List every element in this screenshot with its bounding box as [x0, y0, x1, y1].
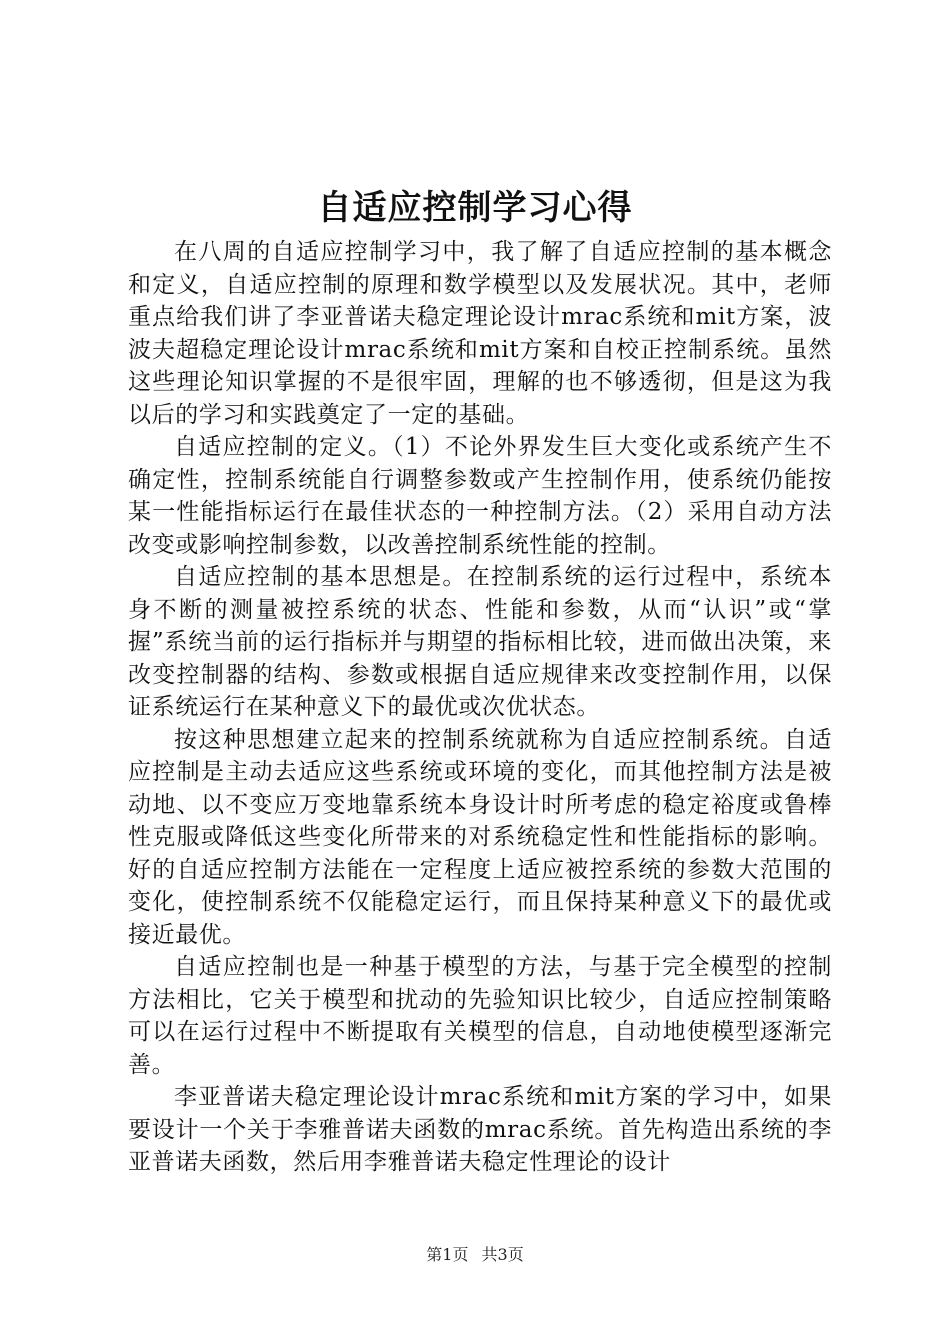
paragraph-3: 自适应控制的基本思想是。在控制系统的运行过程中，系统本身不断的测量被控系统的状态、性能和参数，从而“认识”或“掌握”系统当前的运行指标并与期望的指标相比较，进而做出决策，来改变控制器的结构、参数或根据自适应规律来改变控制作用，以保证系统运行在某种意义下的最优或次优状态。	[128, 564, 832, 720]
paragraph-1: 在八周的自适应控制学习中，我了解了自适应控制的基本概念和定义，自适应控制的原理和数学模型以及发展状况。其中，老师重点给我们讲了李亚普诺夫稳定理论设计mrac系统和mit方案，波波夫超稳定理论设计mrac系统和mit方案和自校正控制系统。虽然这些理论知识掌握的不是很牢固，理解的也不够透彻，但是这为我以后的学习和实践奠定了一定的基础。	[128, 239, 832, 428]
paragraph-6: 李亚普诺夫稳定理论设计mrac系统和mit方案的学习中，如果要设计一个关于李雅普诺夫函数的mrac系统。首先构造出系统的李亚普诺夫函数，然后用李雅普诺夫稳定性理论的设计	[128, 1084, 832, 1175]
paragraph-2: 自适应控制的定义。（1）不论外界发生巨大变化或系统产生不确定性，控制系统能自行调整参数或产生控制作用，使系统仍能按某一性能指标运行在最佳状态的一种控制方法。（2）采用自动方法改变或影响控制参数，以改善控制系统性能的控制。	[128, 434, 832, 558]
page-number: 第1页	[426, 1245, 469, 1264]
document-title: 自适应控制学习心得	[317, 188, 633, 228]
page-total: 共3页	[481, 1245, 524, 1264]
document-body	[128, 236, 832, 1179]
paragraph-4: 按这种思想建立起来的控制系统就称为自适应控制系统。自适应控制是主动去适应这些系统或环境的变化，而其他控制方法是被动地、以不变应万变地靠系统本身设计时所考虑的稳定裕度或鲁棒性克服或降低这些变化所带来的对系统稳定性和性能指标的影响。好的自适应控制方法能在一定程度上适应被控系统的参数大范围的变化，使控制系统不仅能稳定运行，而且保持某种意义下的最优或接近最优。	[128, 726, 832, 948]
paragraph-5: 自适应控制也是一种基于模型的方法，与基于完全模型的控制方法相比，它关于模型和扰动的先验知识比较少，自适应控制策略可以在运行过程中不断提取有关模型的信息，自动地使模型逐渐完善。	[128, 954, 832, 1078]
page-footer	[0, 1244, 950, 1266]
